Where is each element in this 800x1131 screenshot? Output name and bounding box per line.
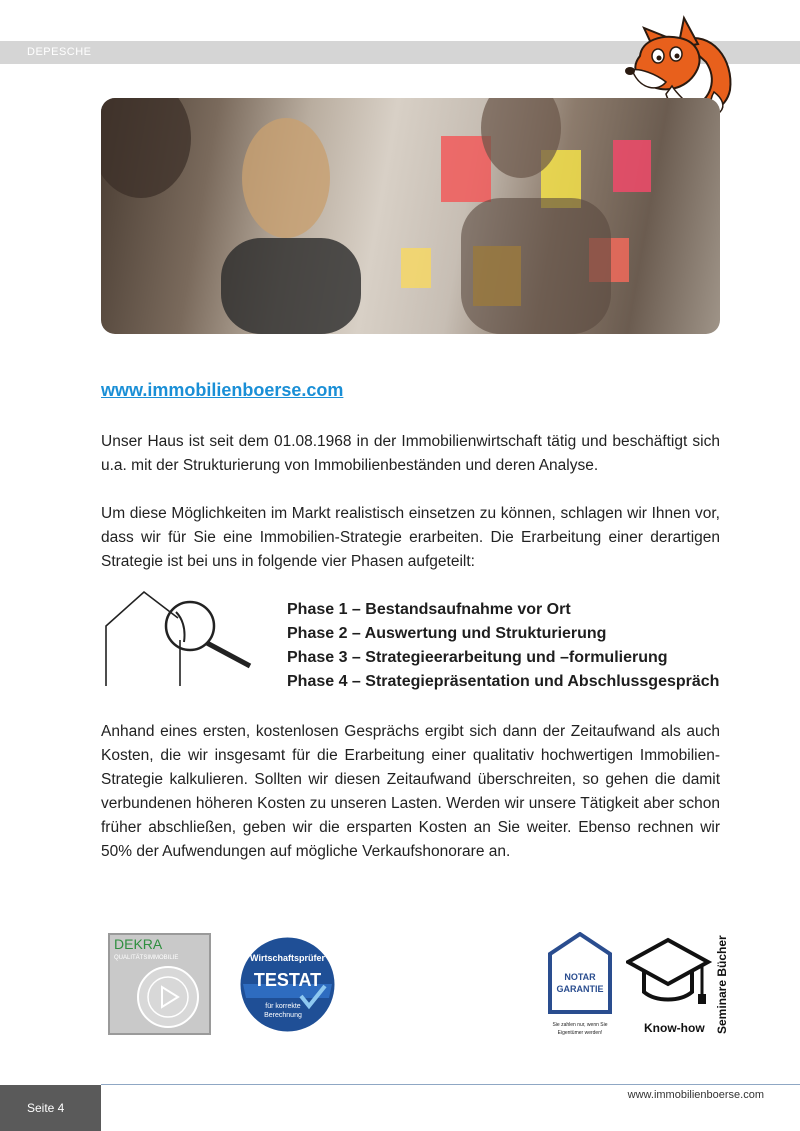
notar-caption1: Sie zahlen nur, wenn Sie [552,1022,608,1028]
dekra-seal [108,933,211,1035]
cost-paragraph: Anhand eines ersten, kostenlosen Gesprächs ergibt sich dann der Zeitaufwand als auch Kosten, die wir insgesamt für die Erarbeitung einer qualitativ hochwertigen Immobilien-Strategie kalkulieren. Sollten wir diesen Zeitaufwand überschreiten, so gehen die damit verbundenen höheren Kosten zu unseren Lasten. Werden wir unsere Tätigkeit aber schon früher abschließen, geben wir die ersparten Kosten an Sie weiter. Ebenso rechnen wir 50% der Aufwendungen auf mögliche Verkaufshonorare an. [101,723,720,860]
testat-main: TESTAT [253,970,322,990]
footer-url[interactable]: www.immobilienboerse.com [627,1089,764,1101]
notar-line1: NOTAR [564,972,596,982]
footer-divider [101,1084,800,1085]
knowhow-side-text: Seminare Bücher [715,935,729,1034]
dekra-title: DEKRA [114,936,163,952]
house-magnifier-icon [104,588,254,688]
phases-list [287,598,719,694]
testat-seal [239,936,336,1033]
knowhow-label: Know-how [644,1021,705,1035]
knowhow-logo [626,932,730,1038]
dekra-subtitle: QUALITÄTSIMMOBILIE [114,955,179,961]
team-meeting-photo [101,98,720,334]
phase-item: Phase 2 – Auswertung und Strukturierung [287,625,607,642]
strategy-paragraph: Um diese Möglichkeiten im Markt realistisch einsetzen zu können, schlagen wir Ihnen vor, dass wir für Sie eine Immobilien-Strategie erarbeiten. Die Erarbeitung einer derartigen Strategie ist bei uns in folgende vier Phasen aufgeteilt: [101,505,720,570]
header-label: DEPESCHE [27,46,92,58]
testat-line2: Berechnung [264,1012,302,1019]
website-link[interactable]: www.immobilienboerse.com [101,380,344,400]
notar-garantie-badge [546,932,614,1040]
phase-item: Phase 1 – Bestandsaufnahme vor Ort [287,601,571,618]
phase-item: Phase 4 – Strategiepräsentation und Abschlussgespräch [287,673,720,690]
notar-line2: GARANTIE [556,984,604,994]
photo-illustration [101,98,720,334]
notar-caption2: Eigentümer werden! [557,1030,603,1036]
intro-paragraph: Unser Haus ist seit dem 01.08.1968 in der Immobilienwirtschaft tätig und beschäftigt sich u.a. mit der Strukturierung von Immobilienbeständen und deren Analyse. [101,433,720,474]
phase-item: Phase 3 – Strategieerarbeitung und –formulierung [287,649,668,666]
testat-top: Wirtschaftsprüfer [250,953,325,963]
page-number: Seite 4 [27,1101,65,1115]
testat-line1: für korrekte [265,1003,301,1010]
